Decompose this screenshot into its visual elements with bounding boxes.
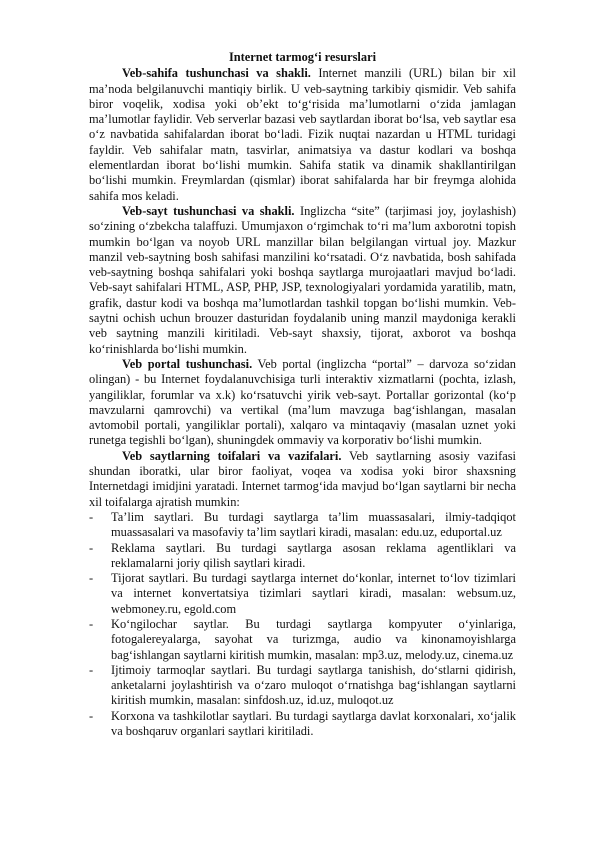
paragraph-text: Veb saytlarning asosiy vazifasi shundan iboratki, ular biror faoliyat, voqea va xodisa yoki biror shaxsning Internetdagi imidjini yaratadi. Internet tarmog‘ida mavjud bo‘lgan saytlarni bir necha xil toifalarga ajratish mumkin:: [89, 448, 516, 509]
paragraph-text: Internet manzili (URL) bilan bir xil ma’noda belgilanuvchi mantiqiy birlik. U veb-saytning tarkibiy qismidir. Veb sahifa biror voqelik, xodisa yoki ob’ekt to‘g‘risida ma’lumotlarni o‘zida jamlagan ma’lumotlar faylidir. Veb serverlar bazasi veb saytlardan iborat bo‘lsa, veb saytlar esa o‘z navbatida sahifalardan iborat bo‘ladi. Fizik nuqtai nazardan u HTML turidagi fayldir. Veb sahifalar matn, tasvirlar, animatsiya va dastur kodlari va boshqa elementlardan iborat bo‘lishi mumkin. Sahifa statik va dinamik shakllantirilgan bo‘lishi mumkin. Freymlardan (qismlar) iborat sahifalarda har bir freymga alohida sahifa mos keladi.: [89, 66, 516, 203]
paragraph-text: Veb portal (inglizcha “portal” – darvoza so‘zidan olingan) - bu Internet foydalanuvchisiga turli interaktiv xizmatlarni (pochta, izlash, yangiliklar, forumlar va x.k) ko‘rsatuvchi yirik veb-sayt. Portallar gorizontal (ko‘p mavzularni qamrovchi) va vertikal (ma’lum mavzuga bag‘ishlangan, masalan avtomobil portali, yangiliklar portali), xalqaro va mintaqaviy (masalan uznet yoki runetga tegishli bo‘lgan), shuningdek ommaviy va korporativ bo‘lishi mumkin.: [89, 356, 516, 448]
list-item-text: Korxona va tashkilotlar saytlari. Bu turdagi saytlarga davlat korxonalari, xo‘jalik va boshqaruv organlari saytlari kiritiladi.: [111, 708, 516, 739]
list-item: [89, 709, 516, 740]
dash-bullet: -: [89, 509, 94, 524]
dash-bullet: -: [89, 662, 94, 677]
list-item-text: Reklama saytlari. Bu turdagi saytlarga asosan reklama agentliklari va reklamalarni joriy qilish saytlari kiradi.: [111, 540, 516, 570]
list-item-text: Ko‘ngilochar saytlar. Bu turdagi saytlarga kompyuter o‘yinlariga, fotogalereyalarga, sayohat va turizmga, audio va kinonamoyishlarga bag‘ishlangan saytlarni kiritish mumkin, masalan: mp3.uz, melody.uz, cinema.uz: [111, 616, 516, 662]
list-item: [89, 663, 516, 709]
list-item: [89, 510, 516, 541]
dash-bullet: -: [89, 540, 94, 555]
list-item: [89, 617, 516, 663]
term-web-page: Veb-sahifa tushunchasi va shakli.: [122, 66, 311, 81]
paragraph-site-categories: [89, 449, 516, 510]
term-web-portal: Veb portal tushunchasi.: [122, 356, 253, 371]
list-item-text: Ta’lim saytlari. Bu turdagi saytlarga ta’lim muassasalari, ilmiy-tadqiqot muassasalari va masofaviy ta’lim saytlari kiradi, masalan: edu.uz, eduportal.uz: [111, 509, 516, 540]
paragraph-website: [89, 204, 516, 357]
list-item-text: Tijorat saytlari. Bu turdagi saytlarga internet do‘konlar, internet to‘lov tizimlari va internet konvertatsiya tizimlari saytlari kiradi, masalan: websum.uz, webmoney.ru, egold.com: [111, 571, 516, 616]
list-item: [89, 541, 516, 572]
document-page: [89, 50, 516, 739]
site-category-list: [89, 510, 516, 739]
term-site-categories: Veb saytlarning toifalari va vazifalari.: [122, 448, 342, 463]
paragraph-text: Inglizcha “site” (tarjimasi joy, joylashish) so‘zining o‘zbekcha talaffuzi. Umumjaxon o‘rgimchak to‘ri ma’lum axborotni topish mumkin bo‘lgan va noyob URL manzillar bilan belgilangan virtual joy. Mazkur manzil veb-saytning bosh sahifasi manzilini ko‘rsatadi. O‘z navbatida, bosh sahifada veb-saytning boshqa sahifalari yoki boshqa saytlarga murojaatlari mavjud bo‘ladi. Veb-sayt sahifalari HTML, ASP, PHP, JSP, texnologiyalari yordamida yaratilib, matn, grafik, dastur kodi va boshqa ma’lumotlardan tashkil topgan bo‘lishi mumkin. Veb-saytni ochish uchun brouzer dasturidan foydalanib uning manzil maydoniga kerakli veb saytning manzili kiritiladi. Veb-sayt shaxsiy, tijorat, axborot va boshqa ko‘rinishlarda bo‘lishi mumkin.: [89, 203, 516, 356]
document-title: Internet tarmog‘i resurslari: [228, 50, 377, 64]
list-item: [89, 571, 516, 617]
dash-bullet: -: [89, 571, 94, 586]
list-item-text: Ijtimoiy tarmoqlar saytlari. Bu turdagi saytlarga tanishish, do‘stlarni qidirish, anketalarni joylashtirish va o‘zaro muloqot o‘rnatishga bag‘ishlangan saytlarni kiritish mumkin, masalan: sinfdosh.uz, id.uz, muloqot.uz: [111, 662, 516, 708]
dash-bullet: -: [89, 708, 94, 723]
dash-bullet: -: [89, 616, 94, 631]
paragraph-web-portal: [89, 357, 516, 449]
term-website: Veb-sayt tushunchasi va shakli.: [122, 203, 295, 218]
paragraph-web-page: [89, 66, 516, 204]
